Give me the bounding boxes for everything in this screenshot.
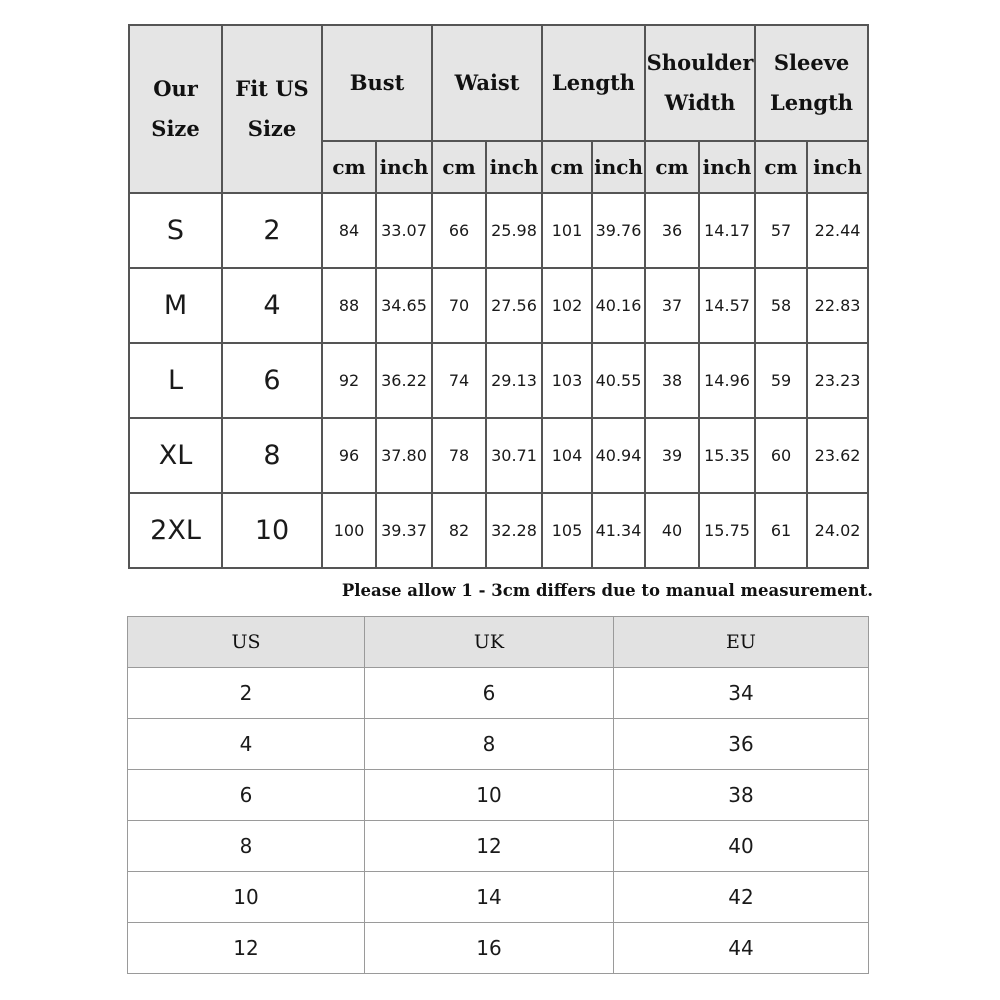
table-row	[128, 872, 869, 923]
measurement-cell: 32.28	[486, 493, 542, 568]
measurement-cell: 23.23	[807, 343, 868, 418]
us-size-cell: 2	[128, 668, 365, 719]
unit-inch: inch	[699, 141, 755, 193]
measurement-cell: 105	[542, 493, 592, 568]
unit-cm: cm	[755, 141, 807, 193]
eu-size-cell: 42	[614, 872, 869, 923]
measurement-cell: 14.96	[699, 343, 755, 418]
uk-size-cell: 6	[365, 668, 614, 719]
measurement-cell: 29.13	[486, 343, 542, 418]
measurement-cell: 84	[322, 193, 376, 268]
measurement-cell: 78	[432, 418, 486, 493]
us-size-cell: 8	[128, 821, 365, 872]
conversion-header-row	[128, 617, 869, 668]
table-row	[128, 923, 869, 974]
uk-size-cell: 8	[365, 719, 614, 770]
eu-size-cell: 34	[614, 668, 869, 719]
unit-cm: cm	[432, 141, 486, 193]
measurement-cell: 30.71	[486, 418, 542, 493]
uk-size-cell: 10	[365, 770, 614, 821]
uk-size-cell: 14	[365, 872, 614, 923]
size-chart-table	[128, 24, 869, 569]
us-size-cell: 10	[128, 872, 365, 923]
us-size-cell: 10	[222, 493, 322, 568]
us-size-cell: 8	[222, 418, 322, 493]
measurement-cell: 22.44	[807, 193, 868, 268]
measurement-cell: 103	[542, 343, 592, 418]
conversion-body	[128, 668, 869, 974]
us-size-cell: 6	[128, 770, 365, 821]
table-row	[129, 418, 868, 493]
table-row	[128, 719, 869, 770]
measurement-cell: 36.22	[376, 343, 432, 418]
measurement-cell: 25.98	[486, 193, 542, 268]
measurement-note: Please allow 1 - 3cm differs due to manual measurement.	[341, 581, 873, 600]
table-row	[129, 268, 868, 343]
size-chart-body	[129, 193, 868, 568]
measurement-cell: 104	[542, 418, 592, 493]
measurement-cell: 36	[645, 193, 699, 268]
measurement-cell: 88	[322, 268, 376, 343]
us-size-cell: 12	[128, 923, 365, 974]
measurement-cell: 58	[755, 268, 807, 343]
table-row	[129, 493, 868, 568]
header-fit-us-size: Fit US Size	[222, 25, 322, 193]
header-shoulder-width: Shoulder Width	[645, 25, 755, 141]
eu-size-cell: 44	[614, 923, 869, 974]
eu-size-cell: 38	[614, 770, 869, 821]
header-eu: EU	[614, 617, 869, 668]
us-size-cell: 4	[128, 719, 365, 770]
our-size-cell: M	[129, 268, 222, 343]
unit-inch: inch	[376, 141, 432, 193]
unit-inch: inch	[807, 141, 868, 193]
measurement-cell: 15.75	[699, 493, 755, 568]
measurement-cell: 27.56	[486, 268, 542, 343]
table-row	[128, 668, 869, 719]
measurement-cell: 40.94	[592, 418, 645, 493]
measurement-cell: 96	[322, 418, 376, 493]
us-size-cell: 6	[222, 343, 322, 418]
table-row	[129, 343, 868, 418]
unit-inch: inch	[592, 141, 645, 193]
measurement-cell: 40	[645, 493, 699, 568]
measurement-cell: 39	[645, 418, 699, 493]
uk-size-cell: 16	[365, 923, 614, 974]
header-waist: Waist	[432, 25, 542, 141]
unit-cm: cm	[322, 141, 376, 193]
measurement-cell: 34.65	[376, 268, 432, 343]
measurement-cell: 100	[322, 493, 376, 568]
measurement-cell: 70	[432, 268, 486, 343]
measurement-cell: 41.34	[592, 493, 645, 568]
measurement-cell: 14.17	[699, 193, 755, 268]
measurement-cell: 33.07	[376, 193, 432, 268]
measurement-cell: 92	[322, 343, 376, 418]
table-row	[128, 821, 869, 872]
our-size-cell: XL	[129, 418, 222, 493]
unit-inch: inch	[486, 141, 542, 193]
eu-size-cell: 36	[614, 719, 869, 770]
measurement-cell: 22.83	[807, 268, 868, 343]
measurement-cell: 15.35	[699, 418, 755, 493]
measurement-cell: 59	[755, 343, 807, 418]
measurement-cell: 57	[755, 193, 807, 268]
measurement-cell: 74	[432, 343, 486, 418]
measurement-cell: 66	[432, 193, 486, 268]
measurement-cell: 39.76	[592, 193, 645, 268]
measurement-cell: 24.02	[807, 493, 868, 568]
measurement-cell: 61	[755, 493, 807, 568]
size-chart-header-row	[129, 25, 868, 141]
table-row	[128, 770, 869, 821]
uk-size-cell: 12	[365, 821, 614, 872]
eu-size-cell: 40	[614, 821, 869, 872]
header-sleeve-length: Sleeve Length	[755, 25, 868, 141]
measurement-cell: 40.16	[592, 268, 645, 343]
measurement-cell: 102	[542, 268, 592, 343]
our-size-cell: 2XL	[129, 493, 222, 568]
measurement-cell: 14.57	[699, 268, 755, 343]
measurement-cell: 39.37	[376, 493, 432, 568]
unit-cm: cm	[542, 141, 592, 193]
unit-cm: cm	[645, 141, 699, 193]
us-size-cell: 4	[222, 268, 322, 343]
header-length: Length	[542, 25, 645, 141]
header-us: US	[128, 617, 365, 668]
header-bust: Bust	[322, 25, 432, 141]
measurement-cell: 37.80	[376, 418, 432, 493]
measurement-cell: 38	[645, 343, 699, 418]
measurement-cell: 40.55	[592, 343, 645, 418]
our-size-cell: S	[129, 193, 222, 268]
measurement-cell: 37	[645, 268, 699, 343]
table-row	[129, 193, 868, 268]
measurement-cell: 101	[542, 193, 592, 268]
measurement-cell: 82	[432, 493, 486, 568]
us-size-cell: 2	[222, 193, 322, 268]
header-our-size: Our Size	[129, 25, 222, 193]
measurement-cell: 23.62	[807, 418, 868, 493]
header-uk: UK	[365, 617, 614, 668]
measurement-cell: 60	[755, 418, 807, 493]
size-conversion-table	[127, 616, 869, 974]
our-size-cell: L	[129, 343, 222, 418]
